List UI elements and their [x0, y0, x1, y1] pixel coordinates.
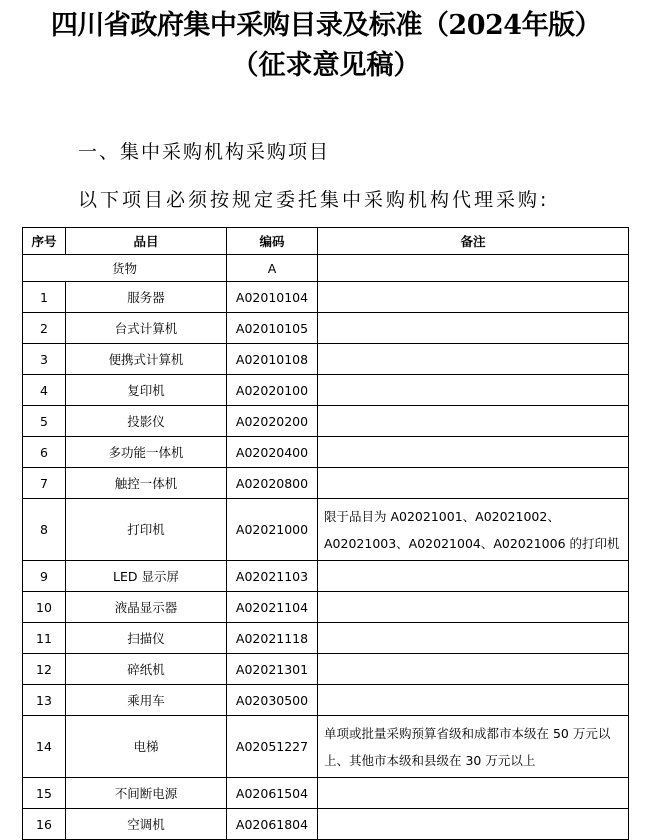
- cell-code: A02020200: [227, 406, 318, 437]
- cell-code: A02021000: [227, 499, 318, 561]
- table-row: [23, 778, 629, 809]
- cell-no: 16: [23, 809, 66, 840]
- cell-note: [318, 313, 629, 344]
- cell-item: 复印机: [66, 375, 227, 406]
- cell-code: A02051227: [227, 716, 318, 778]
- header-code: 编码: [227, 228, 318, 255]
- cell-no: 11: [23, 623, 66, 654]
- table-row: [23, 282, 629, 313]
- cell-no: 13: [23, 685, 66, 716]
- intro-paragraph: 以下项目必须按规定委托集中采购机构代理采购:: [78, 189, 550, 211]
- table-row: [23, 654, 629, 685]
- cell-note: [318, 344, 629, 375]
- document-title: 四川省政府集中采购目录及标准（2024年版）: [50, 10, 602, 41]
- cell-code: A02020800: [227, 468, 318, 499]
- cell-no: 7: [23, 468, 66, 499]
- category-note: [318, 255, 629, 282]
- cell-code: A02010105: [227, 313, 318, 344]
- cell-note: [318, 778, 629, 809]
- cell-item: 便携式计算机: [66, 344, 227, 375]
- cell-note: [318, 375, 629, 406]
- table-row: [23, 406, 629, 437]
- category-row: [23, 255, 629, 282]
- cell-no: 1: [23, 282, 66, 313]
- cell-item: 打印机: [66, 499, 227, 561]
- cell-no: 6: [23, 437, 66, 468]
- cell-code: A02021104: [227, 592, 318, 623]
- cell-note: [318, 592, 629, 623]
- cell-no: 12: [23, 654, 66, 685]
- cell-code: A02010104: [227, 282, 318, 313]
- cell-note: [318, 809, 629, 840]
- cell-no: 15: [23, 778, 66, 809]
- cell-item: 投影仪: [66, 406, 227, 437]
- cell-code: A02061504: [227, 778, 318, 809]
- table-row: [23, 375, 629, 406]
- cell-note: [318, 654, 629, 685]
- cell-code: A02010108: [227, 344, 318, 375]
- cell-no: 14: [23, 716, 66, 778]
- document-subtitle: （征求意见稿）: [231, 50, 421, 81]
- category-code: A: [227, 255, 318, 282]
- cell-note: [318, 437, 629, 468]
- table-row: [23, 468, 629, 499]
- cell-item: 台式计算机: [66, 313, 227, 344]
- header-no: 序号: [23, 228, 66, 255]
- table-row: [23, 561, 629, 592]
- table-row: [23, 623, 629, 654]
- cell-code: A02030500: [227, 685, 318, 716]
- cell-no: 2: [23, 313, 66, 344]
- table-row: [23, 313, 629, 344]
- cell-item: LED 显示屏: [66, 561, 227, 592]
- cell-item: 乘用车: [66, 685, 227, 716]
- table-row: [23, 437, 629, 468]
- cell-note: [318, 468, 629, 499]
- section-heading: 一、集中采购机构采购项目: [78, 141, 331, 163]
- cell-code: A02061804: [227, 809, 318, 840]
- cell-note: [318, 282, 629, 313]
- table-row: [23, 809, 629, 840]
- cell-item: 服务器: [66, 282, 227, 313]
- cell-code: A02021301: [227, 654, 318, 685]
- table-header-row: [23, 228, 629, 255]
- cell-note: [318, 623, 629, 654]
- cell-no: 9: [23, 561, 66, 592]
- procurement-table: [22, 227, 629, 840]
- cell-item: 碎纸机: [66, 654, 227, 685]
- cell-item: 电梯: [66, 716, 227, 778]
- cell-item: 多功能一体机: [66, 437, 227, 468]
- table-row: [23, 592, 629, 623]
- cell-code: A02020400: [227, 437, 318, 468]
- cell-note: [318, 561, 629, 592]
- cell-note: 限于品目为 A02021001、A02021002、A02021003、A02021004、A02021006 的打印机: [318, 499, 629, 561]
- cell-no: 8: [23, 499, 66, 561]
- category-name: 货物: [23, 255, 227, 282]
- cell-note: [318, 685, 629, 716]
- cell-item: 触控一体机: [66, 468, 227, 499]
- header-item: 品目: [66, 228, 227, 255]
- cell-item: 液晶显示器: [66, 592, 227, 623]
- table-row: [23, 716, 629, 778]
- cell-no: 5: [23, 406, 66, 437]
- table-row: [23, 344, 629, 375]
- cell-code: A02021118: [227, 623, 318, 654]
- cell-note: [318, 406, 629, 437]
- cell-item: 空调机: [66, 809, 227, 840]
- table-row: [23, 499, 629, 561]
- cell-no: 10: [23, 592, 66, 623]
- header-note: 备注: [318, 228, 629, 255]
- cell-code: A02021103: [227, 561, 318, 592]
- cell-item: 扫描仪: [66, 623, 227, 654]
- cell-no: 3: [23, 344, 66, 375]
- cell-note: 单项或批量采购预算省级和成都市本级在 50 万元以上、其他市本级和县级在 30 万元以上: [318, 716, 629, 778]
- cell-code: A02020100: [227, 375, 318, 406]
- cell-item: 不间断电源: [66, 778, 227, 809]
- cell-no: 4: [23, 375, 66, 406]
- table-row: [23, 685, 629, 716]
